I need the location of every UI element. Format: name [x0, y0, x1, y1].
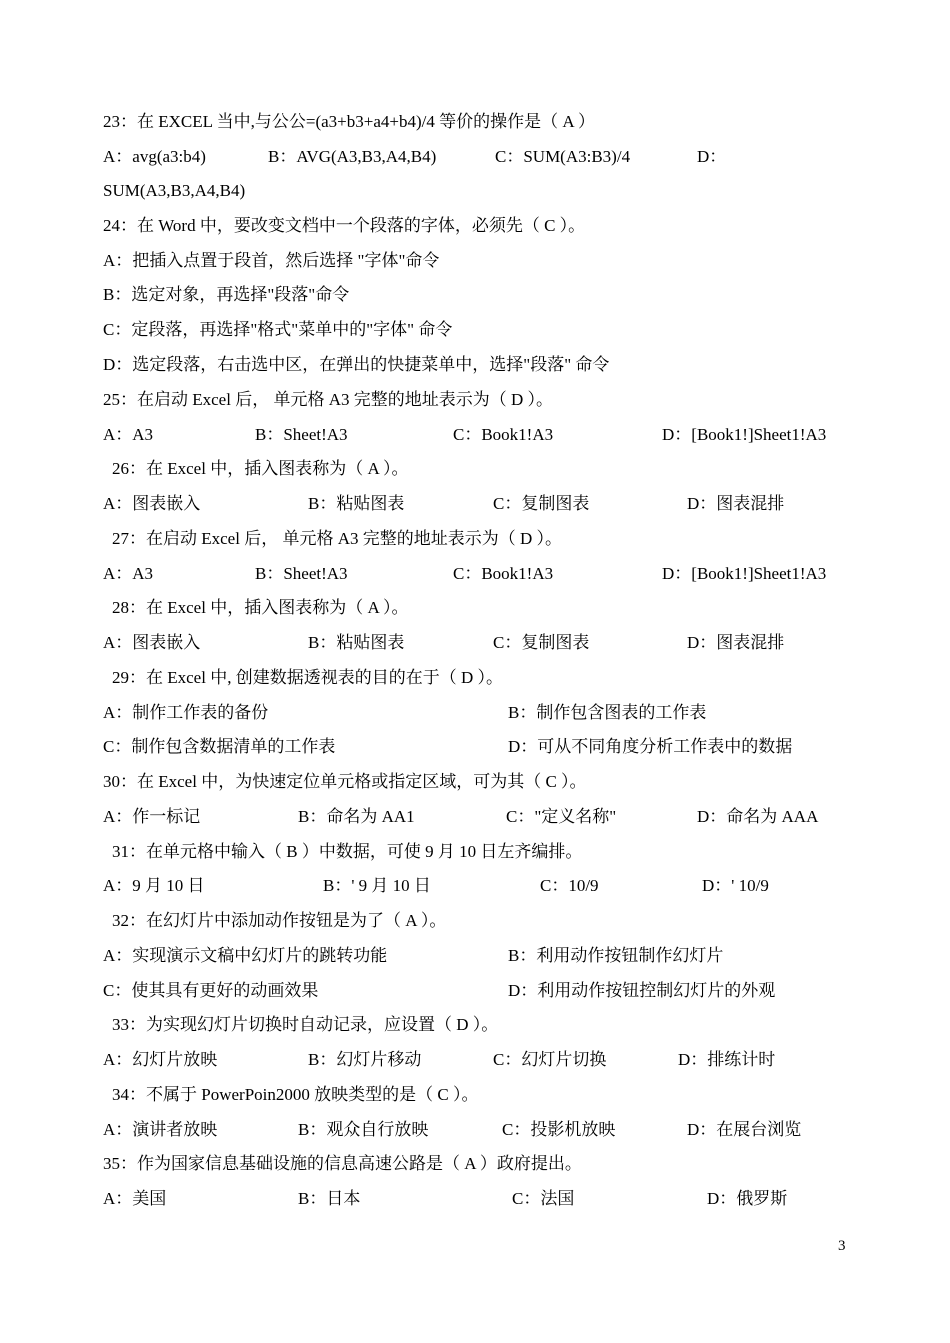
q34-option-a: A：演讲者放映	[103, 1120, 218, 1139]
question-35: 35：作为国家信息基础设施的信息高速公路是（ A ）政府提出。	[103, 1154, 582, 1173]
q28-option-c: C：复制图表	[493, 633, 590, 652]
q35-option-b: B：日本	[298, 1189, 361, 1208]
q30-option-a: A：作一标记	[103, 807, 201, 826]
q34-option-b: B：观众自行放映	[298, 1120, 429, 1139]
q33-option-a: A：幻灯片放映	[103, 1050, 218, 1069]
q31-option-b: B：' 9 月 10 日	[323, 876, 431, 895]
q32-option-a: A：实现演示文稿中幻灯片的跳转功能	[103, 946, 388, 965]
q25-option-d: D：[Book1!]Sheet1!A3	[662, 425, 827, 444]
question-23: 23：在 EXCEL 当中,与公公=(a3+b3+a4+b4)/4 等价的操作是（ A ）	[103, 112, 595, 131]
q29-option-d: D：可从不同角度分析工作表中的数据	[508, 737, 793, 756]
q34-option-d: D：在展台浏览	[687, 1120, 802, 1139]
q28-option-a: A：图表嵌入	[103, 633, 201, 652]
q35-option-c: C：法国	[512, 1189, 575, 1208]
q33-option-b: B：幻灯片移动	[308, 1050, 422, 1069]
question-33: 33：为实现幻灯片切换时自动记录，应设置（ D ）。	[112, 1015, 499, 1034]
question-26: 26：在 Excel 中，插入图表称为（ A ）。	[112, 459, 409, 478]
q27-option-b: B：Sheet!A3	[255, 564, 348, 583]
q23-option-d-continued: SUM(A3,B3,A4,B4)	[103, 181, 246, 200]
q29-option-c: C：制作包含数据清单的工作表	[103, 737, 336, 756]
q32-option-b: B：利用动作按钮制作幻灯片	[508, 946, 724, 965]
q33-option-d: D：排练计时	[678, 1050, 776, 1069]
question-30: 30：在 Excel 中，为快速定位单元格或指定区域，可为其（ C ）。	[103, 772, 587, 791]
question-25: 25：在启动 Excel 后， 单元格 A3 完整的地址表示为（ D ）。	[103, 390, 554, 409]
question-27: 27：在启动 Excel 后， 单元格 A3 完整的地址表示为（ D ）。	[112, 529, 563, 548]
question-31: 31：在单元格中输入（ B ）中数据，可使 9 月 10 日左齐编排。	[112, 842, 583, 861]
question-32: 32：在幻灯片中添加动作按钮是为了（ A ）。	[112, 911, 447, 930]
q26-option-c: C：复制图表	[493, 494, 590, 513]
q26-option-b: B：粘贴图表	[308, 494, 405, 513]
q23-option-a: A：avg(a3:b4)	[103, 147, 206, 166]
q23-option-b: B：AVG(A3,B3,A4,B4)	[268, 147, 437, 166]
question-24: 24：在 Word 中，要改变文档中一个段落的字体，必须先（ C ）。	[103, 216, 586, 235]
q34-option-c: C：投影机放映	[502, 1120, 616, 1139]
q25-option-a: A：A3	[103, 425, 154, 444]
question-29: 29：在 Excel 中, 创建数据透视表的目的在于（ D ）。	[112, 668, 503, 687]
q35-option-d: D：俄罗斯	[707, 1189, 788, 1208]
q32-option-d: D：利用动作按钮控制幻灯片的外观	[508, 981, 776, 1000]
q24-option-b: B：选定对象，再选择"段落"命令	[103, 285, 350, 304]
q31-option-c: C：10/9	[540, 876, 599, 895]
q25-option-c: C：Book1!A3	[453, 425, 554, 444]
q28-option-b: B：粘贴图表	[308, 633, 405, 652]
q30-option-c: C："定义名称"	[506, 807, 617, 826]
q24-option-d: D：选定段落，右击选中区，在弹出的快捷菜单中，选择"段落" 命令	[103, 355, 610, 374]
q24-option-c: C：定段落，再选择"格式"菜单中的"字体" 命令	[103, 320, 453, 339]
q31-option-d: D：' 10/9	[702, 876, 769, 895]
q32-option-c: C：使其具有更好的动画效果	[103, 981, 319, 1000]
q30-option-d: D：命名为 AAA	[697, 807, 819, 826]
q31-option-a: A：9 月 10 日	[103, 876, 205, 895]
q28-option-d: D：图表混排	[687, 633, 785, 652]
q26-option-a: A：图表嵌入	[103, 494, 201, 513]
q27-option-c: C：Book1!A3	[453, 564, 554, 583]
q27-option-a: A：A3	[103, 564, 154, 583]
q27-option-d: D：[Book1!]Sheet1!A3	[662, 564, 827, 583]
question-34: 34：不属于 PowerPoin2000 放映类型的是（ C ）。	[112, 1085, 479, 1104]
q33-option-c: C：幻灯片切换	[493, 1050, 607, 1069]
page-number: 3	[838, 1238, 846, 1254]
q35-option-a: A：美国	[103, 1189, 167, 1208]
q25-option-b: B：Sheet!A3	[255, 425, 348, 444]
q24-option-a: A：把插入点置于段首，然后选择 "字体"命令	[103, 251, 440, 270]
q23-option-d: D：	[697, 147, 727, 166]
q29-option-a: A：制作工作表的备份	[103, 703, 269, 722]
q23-option-c: C：SUM(A3:B3)/4	[495, 147, 631, 166]
q29-option-b: B：制作包含图表的工作表	[508, 703, 707, 722]
q30-option-b: B：命名为 AA1	[298, 807, 415, 826]
question-28: 28：在 Excel 中，插入图表称为（ A ）。	[112, 598, 409, 617]
q26-option-d: D：图表混排	[687, 494, 785, 513]
